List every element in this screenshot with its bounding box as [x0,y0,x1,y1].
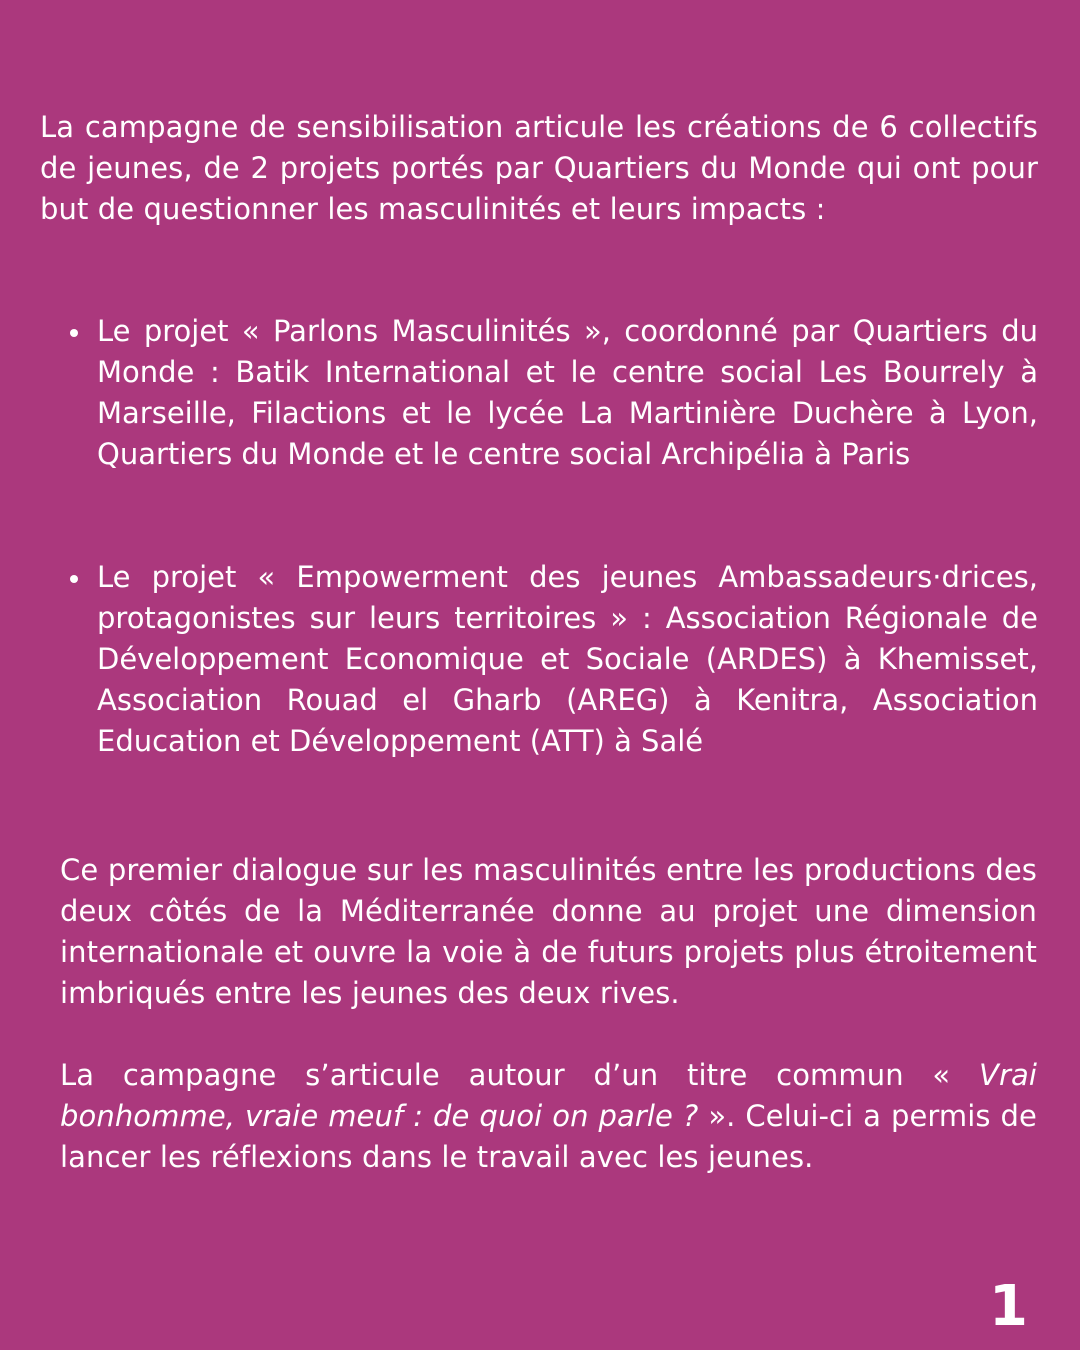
project-text: Le projet « Empowerment des jeunes Ambassadeurs·drices, protagonistes sur leurs territoires » : Association Régionale de Développement Economique et Sociale (ARDES) à Khemisset, Association Rouad el Gharb (AREG) à Kenitra, Association Education et Développement (ATT) à Salé [97,560,1038,758]
campaign-tail: ». Celui-ci a permis de lancer les réflexions dans le travail avec les jeunes. [60,1099,1037,1174]
list-item [97,311,1038,475]
dialogue-paragraph: Ce premier dialogue sur les masculinités entre les productions des deux côtés de la Méditerranée donne au projet une dimension internationale et ouvre la voie à de futurs projets plus étroitement imbriqués entre les jeunes des deux rives. [60,853,1037,1010]
page-number: 1 [989,1274,1028,1339]
list-item [97,557,1038,762]
intro-paragraph: La campagne de sensibilisation articule les créations de 6 collectifs de jeunes, de 2 projets portés par Quartiers du Monde qui ont pour but de questionner les masculinités et leurs impacts : [40,110,1038,226]
campaign-paragraph [60,1055,1037,1178]
bullet-icon [70,329,78,337]
campaign-title: Vrai bonhomme, vraie meuf : de quoi on parle ? [60,1058,1037,1133]
bullet-icon [70,575,78,583]
project-text: Le projet « Parlons Masculinités », coordonné par Quartiers du Monde : Batik International et le centre social Les Bourrely à Marseille, Filactions et le lycée La Martinière Duchère à Lyon, Quartiers du Monde et le centre social Archipélia à Paris [97,314,1038,471]
campaign-lead: La campagne s’articule autour d’un titre commun « [60,1058,979,1092]
